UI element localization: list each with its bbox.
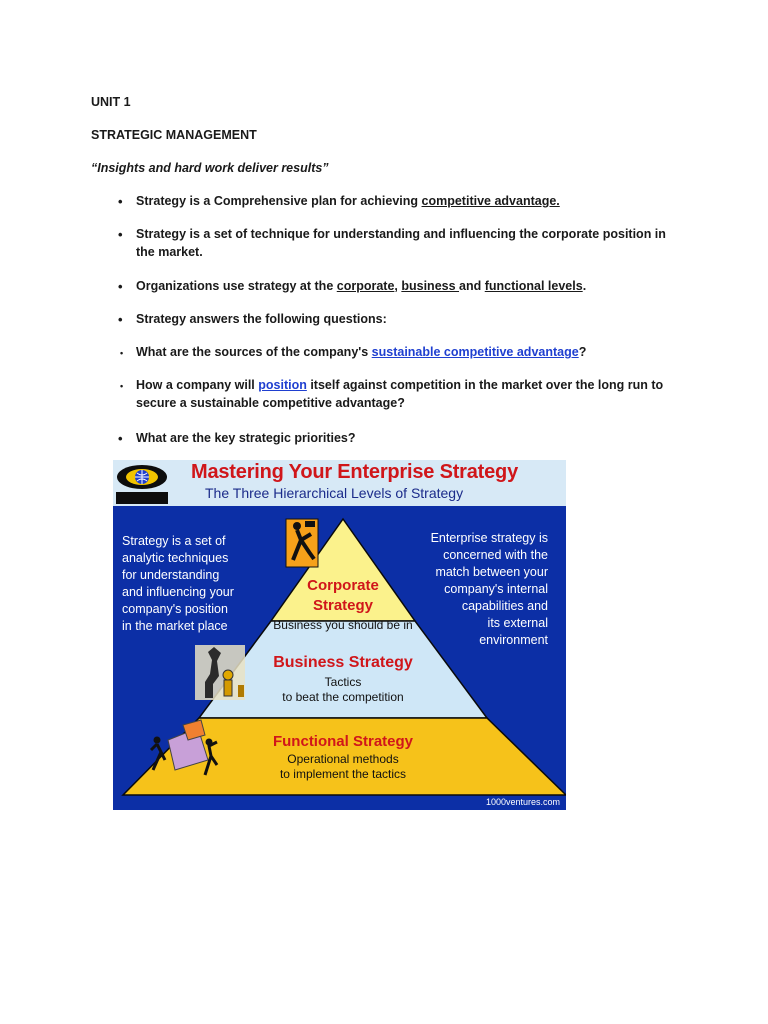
bullet-3-text: Organizations use strategy at the xyxy=(136,279,337,293)
separator-text: and xyxy=(459,279,485,293)
bullet-icon: • xyxy=(120,381,124,391)
period-text: . xyxy=(582,279,587,293)
functional-desc-line: Operational methods xyxy=(287,752,399,766)
left-text-line: in the market place xyxy=(122,619,228,633)
bullet-icon: • xyxy=(118,194,123,209)
business-strategy-desc xyxy=(233,675,453,705)
bullet-text-4: Strategy answers the following questions: xyxy=(136,312,387,326)
right-text-line: concerned with the xyxy=(443,548,548,562)
left-text-line: analytic techniques xyxy=(122,551,229,565)
bullet-icon: • xyxy=(118,279,123,294)
bullet-5-text: What are the sources of the company's xyxy=(136,345,372,359)
right-text-line: Enterprise strategy is xyxy=(430,531,548,545)
bullet-text-7: What are the key strategic priorities? xyxy=(136,431,356,445)
right-description xyxy=(431,530,548,649)
left-text-line: and influencing your xyxy=(122,585,234,599)
left-text-line: for understanding xyxy=(122,568,220,582)
position-link[interactable]: position xyxy=(258,378,307,392)
unit-label: UNIT 1 xyxy=(91,95,131,109)
right-text-line: match between your xyxy=(435,565,548,579)
left-description xyxy=(122,533,234,635)
right-text-line: environment xyxy=(479,633,548,647)
bullet-icon: • xyxy=(118,227,123,242)
bullet-text-6 xyxy=(136,377,676,412)
functional-levels-text: functional levels xyxy=(484,279,583,293)
bullet-icon: • xyxy=(118,431,123,446)
corporate-title-line: Corporate xyxy=(307,577,379,594)
functional-strategy-title: Functional Strategy xyxy=(272,733,414,750)
right-text-line: its external xyxy=(487,616,548,630)
left-text-line: company's position xyxy=(122,602,228,616)
figure-credit: 1000ventures.com xyxy=(485,797,560,807)
bullet-text-3 xyxy=(136,278,676,296)
bullet-6-rest-text: itself against competition in the market over the long run to secure a sustainable competitive advantage? xyxy=(136,378,664,410)
right-text-line: company's internal xyxy=(444,582,548,596)
business-text: business xyxy=(401,279,460,293)
corporate-strategy-desc: Business you should be in xyxy=(273,618,413,632)
corporate-strategy-title xyxy=(263,576,423,616)
separator-text: , xyxy=(394,279,402,293)
question-mark-text: ? xyxy=(578,345,587,359)
right-text-line: capabilities and xyxy=(461,599,548,613)
quote-text: “Insights and hard work deliver results” xyxy=(91,161,329,175)
business-desc-line: Tactics xyxy=(324,675,362,689)
figure-title: Mastering Your Enterprise Strategy xyxy=(191,461,518,483)
bullet-icon: • xyxy=(120,348,124,358)
functional-strategy-desc xyxy=(233,752,453,782)
sustainable-competitive-advantage-link[interactable]: sustainable competitive advantage xyxy=(371,345,579,359)
bullet-text-1 xyxy=(136,193,676,211)
runner-flag-icon xyxy=(286,519,318,567)
coach-logo-icon xyxy=(113,460,171,506)
strategy-pyramid-figure xyxy=(113,460,566,810)
competitive-advantage-text: competitive advantage. xyxy=(421,194,560,208)
functional-desc-line: to implement the tactics xyxy=(279,767,407,781)
business-strategy-title: Business Strategy xyxy=(273,654,413,671)
corporate-text: corporate xyxy=(336,279,395,293)
figure-subtitle: The Three Hierarchical Levels of Strategy xyxy=(205,485,464,501)
page-title: STRATEGIC MANAGEMENT xyxy=(91,128,257,142)
bullet-icon: • xyxy=(118,312,123,327)
bullet-1-text: Strategy is a Comprehensive plan for achieving xyxy=(136,194,422,208)
bullet-text-2: Strategy is a set of technique for understanding and influencing the corporate position in the market. xyxy=(136,227,666,259)
strategy-title-line: Strategy xyxy=(312,597,374,614)
business-desc-line: to beat the competition xyxy=(282,690,404,704)
bullet-6-text: How a company will xyxy=(136,378,259,392)
bullet-text-5 xyxy=(136,344,676,362)
left-text-line: Strategy is a set of xyxy=(122,534,226,548)
